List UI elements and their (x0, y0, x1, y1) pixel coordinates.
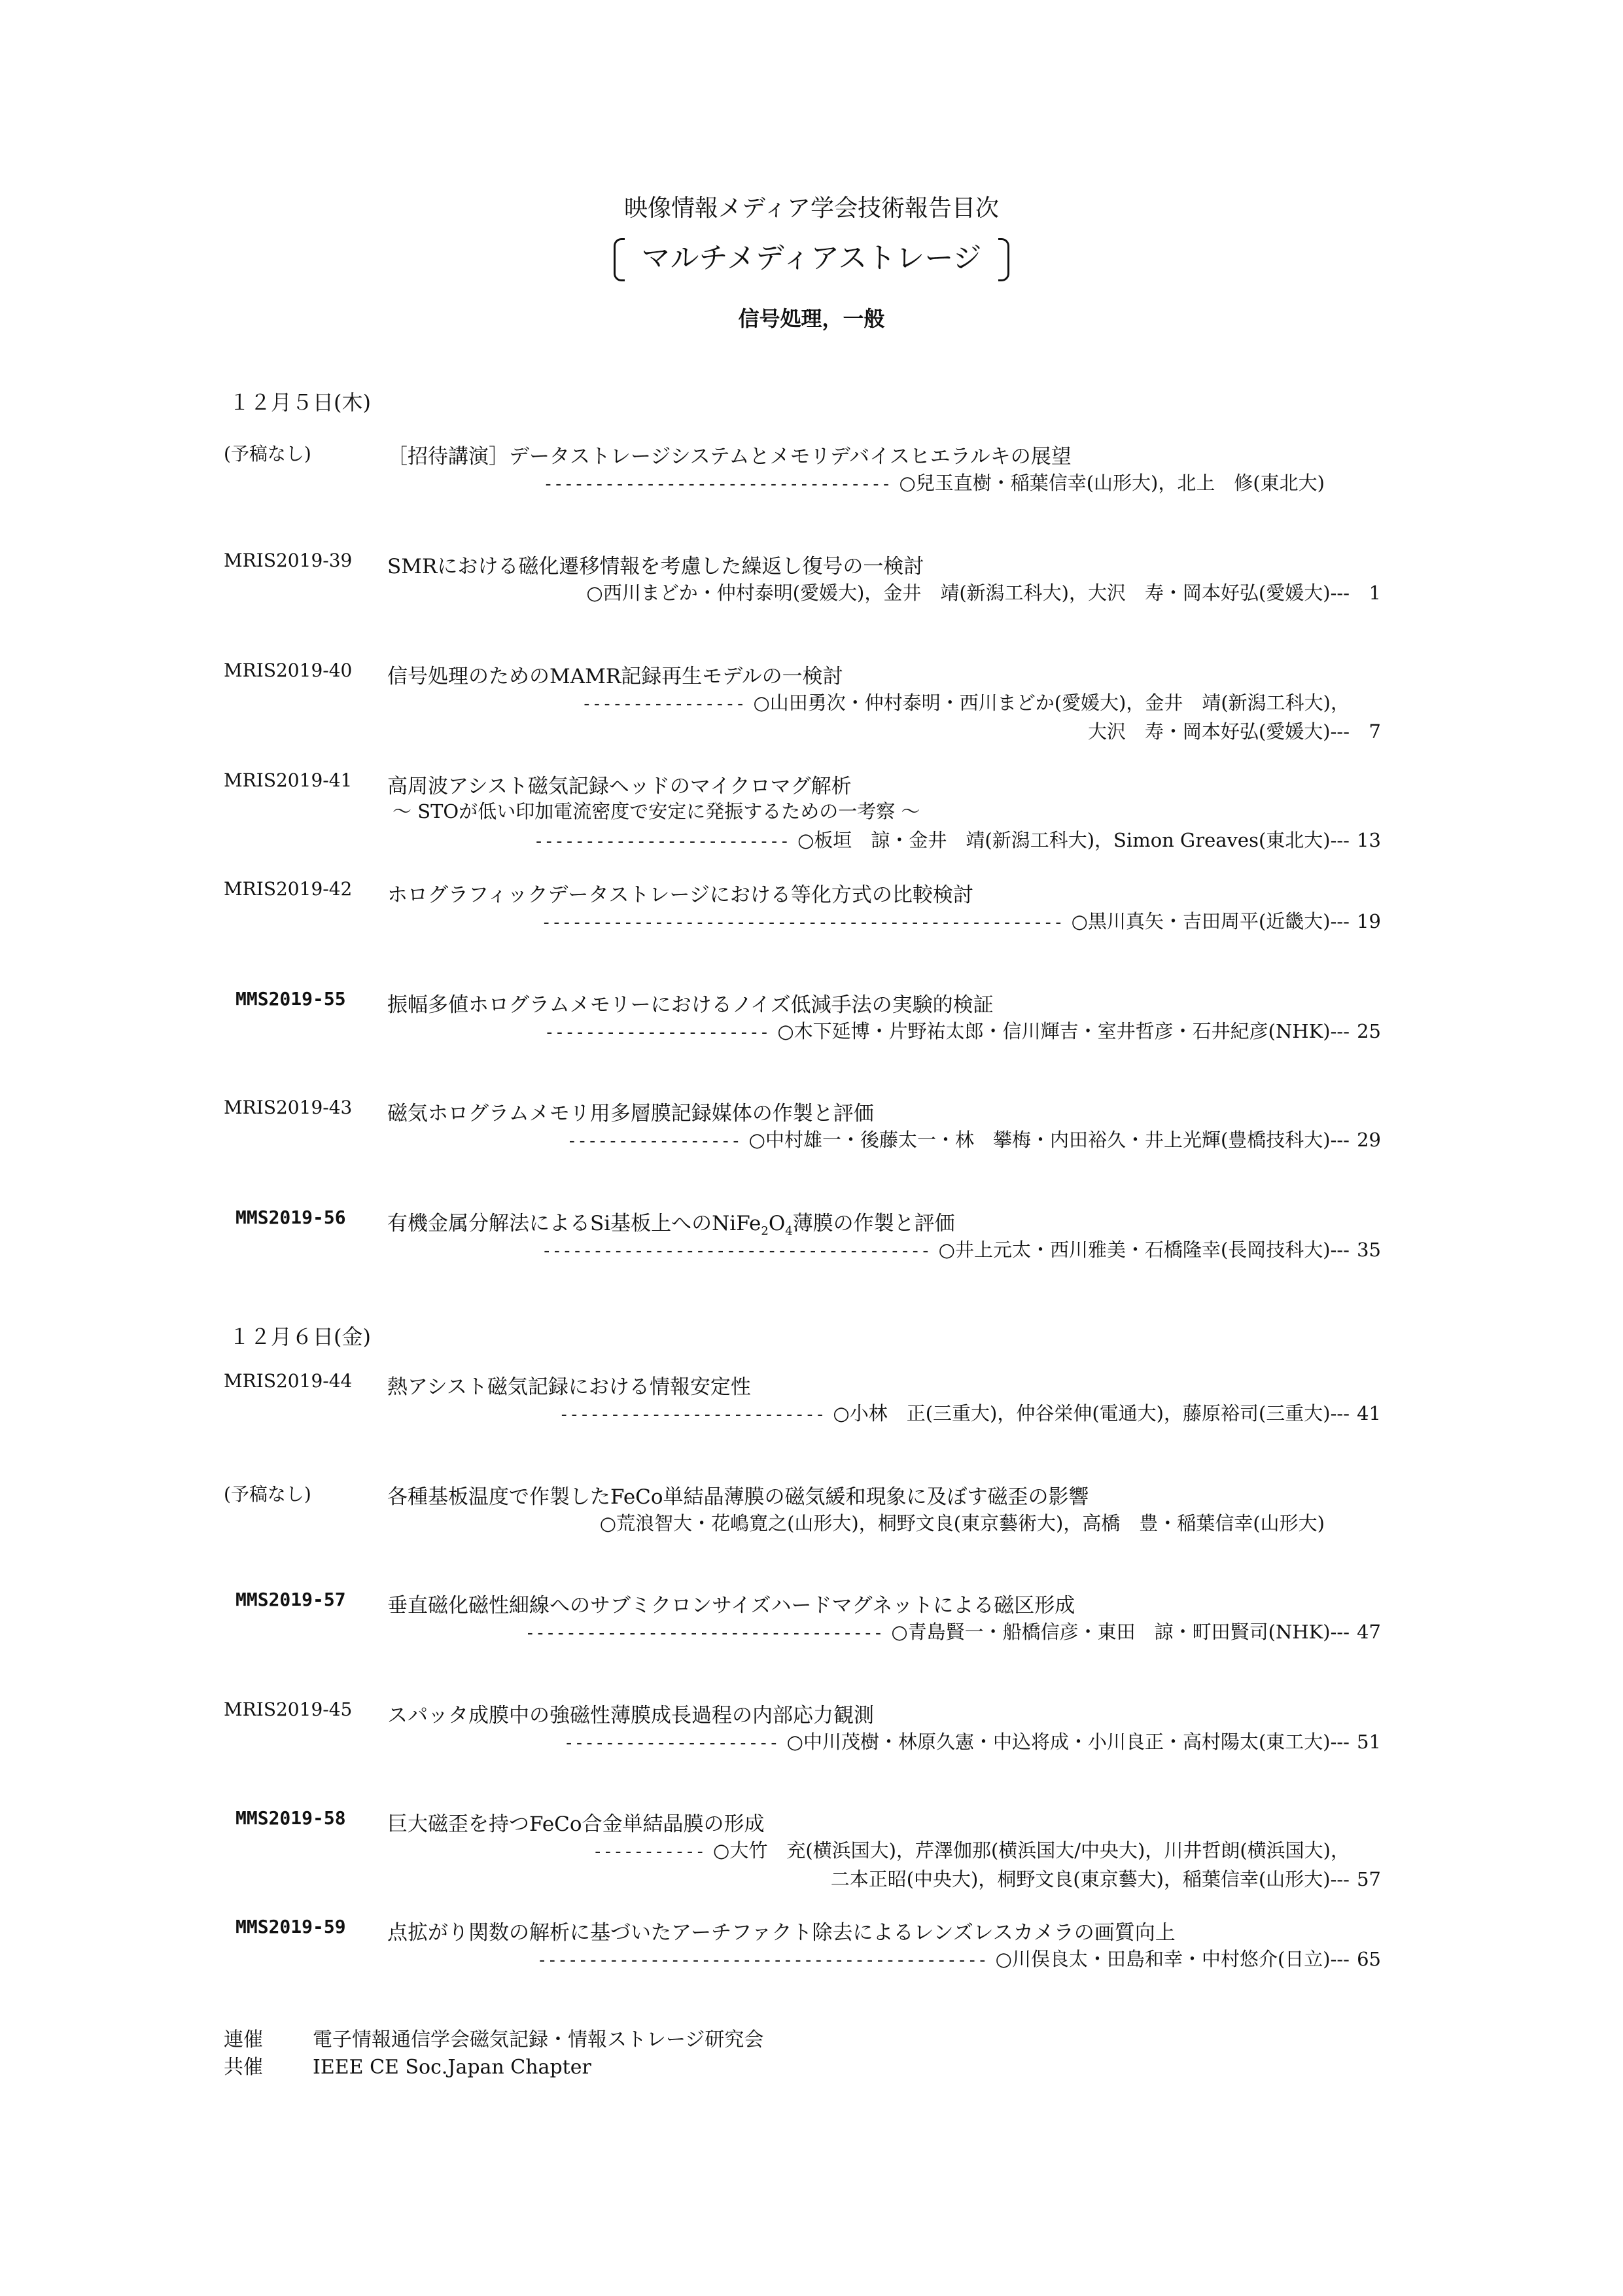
dot-leader: ---------------------------------- (543, 474, 892, 494)
entry-title: 磁気ホログラムメモリ用多層膜記録媒体の作製と評価 (387, 1102, 874, 1125)
entry-code: MMS2019-56 (236, 1207, 346, 1228)
entry-author-line (831, 1865, 1381, 1892)
date-heading: １２月５日(木) (229, 390, 371, 415)
entry-author-line (586, 578, 1381, 605)
entry-authors: ○井上元太・西川雅美・石橋隆幸(長岡技科大)--- (938, 1239, 1350, 1261)
entry-title: ［招待講演］データストレージシステムとメモリデバイスヒエラルキの展望 (387, 445, 1072, 468)
entry-title: SMRにおける磁化遷移情報を考慮した繰返し復号の一検討 (387, 555, 924, 578)
entry-code: MMS2019-58 (236, 1807, 346, 1829)
entry-authors: ○中川茂樹・林原久憲・中込将成・小川良正・高村陽太(東工大)--- (786, 1731, 1350, 1753)
dot-leader: -------------------------------------- (541, 1241, 931, 1261)
entry-authors: ○川俣良太・田島和幸・中村悠介(日立)--- (995, 1948, 1350, 1970)
right-bracket-icon (998, 238, 1009, 281)
entry-author-line (525, 1617, 1381, 1644)
entry-author-line (567, 1125, 1381, 1152)
entry-code: MRIS2019-41 (224, 769, 353, 791)
entry-code: MMS2019-59 (236, 1916, 346, 1937)
page-number: 7 (1369, 720, 1381, 743)
subtitle-wrap (0, 236, 1623, 281)
entry-title: 垂直磁化磁性細線へのサブミクロンサイズハードマグネットによる磁区形成 (387, 1594, 1075, 1617)
subscript: 2 (761, 1224, 769, 1239)
page-number: 35 (1357, 1239, 1381, 1261)
footer-text: 電子情報通信学会磁気記録・情報ストレージ研究会 (313, 2028, 764, 2051)
entry-title: ホログラフィックデータストレージにおける等化方式の比較検討 (387, 883, 973, 907)
entry-title-part: O (768, 1212, 786, 1235)
dot-leader: ----------------- (567, 1131, 741, 1151)
entry-authors: ○中村雄一・後藤太一・林 攀梅・内田裕久・井上光輝(豊橋技科大)--- (748, 1129, 1350, 1151)
dot-leader: --------------------------------------------------- (541, 913, 1064, 932)
entry-author-line (544, 1017, 1381, 1044)
page-number: 1 (1369, 582, 1381, 604)
entry-authors: ○山田勇次・仲村泰明・西川まどか(愛媛大)，金井 靖(新潟工科大)， (753, 692, 1350, 714)
dot-leader: ------------------------- (533, 832, 790, 851)
entry-code: MRIS2019-45 (224, 1699, 353, 1720)
dot-leader: ----------------------------------- (525, 1623, 884, 1643)
journal-name-text: マルチメディアストレージ (641, 241, 982, 275)
page-number: 25 (1357, 1020, 1381, 1042)
page-number: 41 (1357, 1402, 1381, 1424)
entry-code: MRIS2019-40 (224, 660, 353, 681)
entry-title-part: 薄膜の作製と評価 (792, 1212, 955, 1235)
report-title: 映像情報メディア学会技術報告目次 (623, 195, 1000, 222)
entry-authors: ○西川まどか・仲村泰明(愛媛大)，金井 靖(新潟工科大)，大沢 寿・岡本好弘(愛媛大)--- (586, 582, 1350, 604)
entry-title: スパッタ成膜中の強磁性薄膜成長過程の内部応力観測 (387, 1704, 874, 1727)
entry-author-line (582, 688, 1350, 715)
page-number: 57 (1357, 1868, 1381, 1890)
entry-author-line (564, 1727, 1381, 1754)
page-number: 65 (1357, 1948, 1381, 1970)
page-number: 13 (1357, 829, 1381, 851)
page-number: 51 (1357, 1731, 1381, 1753)
dot-leader: -------------------------- (559, 1405, 826, 1424)
entry-code: (予稿なし) (224, 443, 311, 465)
entry-authors: ○兒玉直樹・稲葉信幸(山形大)，北上 修(東北大) (899, 472, 1325, 494)
entry-title: 高周波アシスト磁気記録ヘッドのマイクロマグ解析 (387, 775, 852, 798)
entry-subtitle: ～ STOが低い印加電流密度で安定に発振するための一考察 ～ (393, 800, 920, 822)
entry-authors: ○青島賢一・船橋信彦・東田 諒・町田賢司(NHK)--- (891, 1621, 1350, 1643)
subscript: 4 (785, 1224, 793, 1239)
page-number: 19 (1357, 910, 1381, 932)
dot-leader: ----------- (592, 1842, 706, 1862)
page-number: 47 (1357, 1621, 1381, 1643)
entry-title: 各種基板温度で作製したFeCo単結晶薄膜の磁気緩和現象に及ぼす磁歪の影響 (387, 1485, 1089, 1509)
entry-title: 巨大磁歪を持つFeCo合金単結晶膜の形成 (387, 1812, 765, 1836)
footer-label: 共催 (224, 2056, 263, 2079)
entry-authors: 大沢 寿・岡本好弘(愛媛大)--- (1087, 720, 1350, 743)
dot-leader: ---------------------- (544, 1023, 770, 1042)
entry-authors: ○荒浪智大・花嶋寛之(山形大)，桐野文良(東京藝術大)，高橋 豊・稲葉信幸(山形大) (599, 1512, 1325, 1534)
entry-author-line (559, 1399, 1381, 1426)
footer-cosponsor (224, 2023, 763, 2052)
entry-authors: ○小林 正(三重大)，仲谷栄伸(電通大)，藤原裕司(三重大)--- (833, 1402, 1350, 1424)
entry-code: MRIS2019-43 (224, 1097, 353, 1118)
footer-text: IEEE CE Soc.Japan Chapter (313, 2056, 591, 2079)
entry-authors: ○板垣 諒・金井 靖(新潟工科大)，Simon Greaves(東北大)--- (797, 829, 1350, 851)
dot-leader: --------------------- (563, 1733, 779, 1753)
entry-title: 信号処理のためのMAMR記録再生モデルの一検討 (387, 665, 843, 688)
entry-author-line (543, 468, 1325, 495)
entry-code: MRIS2019-42 (224, 878, 353, 900)
entry-authors: ○黒川真矢・吉田周平(近畿大)--- (1071, 910, 1350, 932)
page-number: 29 (1357, 1129, 1381, 1151)
left-bracket-icon (614, 238, 625, 281)
entry-code: MRIS2019-44 (224, 1370, 353, 1392)
entry-author-line (542, 1235, 1381, 1262)
dot-leader: ---------------- (581, 694, 746, 714)
entry-author-line (541, 907, 1381, 934)
footer-cohost (224, 2051, 591, 2079)
entry-title: 熱アシスト磁気記録における情報安定性 (387, 1375, 751, 1399)
entry-title: 点拡がり関数の解析に基づいたアーチファクト除去によるレンズレスカメラの画質向上 (387, 1921, 1176, 1945)
entry-author-line (600, 1509, 1325, 1536)
entry-code: (予稿なし) (224, 1483, 311, 1505)
entry-code: MMS2019-55 (236, 988, 346, 1010)
entry-title (387, 1207, 955, 1238)
date-heading: １２月６日(金) (229, 1324, 371, 1349)
dot-leader: -------------------------------------------- (536, 1951, 988, 1970)
topic-title: 信号処理，一般 (738, 306, 885, 331)
footer-label: 連催 (224, 2028, 263, 2051)
entry-title: 振幅多値ホログラムメモリーにおけるノイズ低減手法の実験的検証 (387, 993, 994, 1017)
entry-title-part: 有機金属分解法によるSi基板上へのNiFe (387, 1212, 761, 1235)
entry-author-line (537, 1945, 1381, 1971)
entry-authors: 二本正昭(中央大)，桐野文良(東京藝大)，稲葉信幸(山形大)--- (830, 1868, 1350, 1890)
entry-code: MRIS2019-39 (224, 550, 353, 571)
entry-code: MMS2019-57 (236, 1589, 346, 1610)
entry-authors: ○大竹 充(横浜国大)，芹澤伽那(横浜国大/中央大)，川井哲朗(横浜国大)， (713, 1839, 1350, 1862)
entry-author-line (1088, 717, 1381, 744)
journal-name (614, 236, 1009, 281)
entry-authors: ○木下延博・片野祐太郎・信川輝吉・室井哲彦・石井紀彦(NHK)--- (777, 1020, 1350, 1042)
entry-author-line (534, 826, 1381, 853)
entry-author-line (593, 1836, 1350, 1863)
